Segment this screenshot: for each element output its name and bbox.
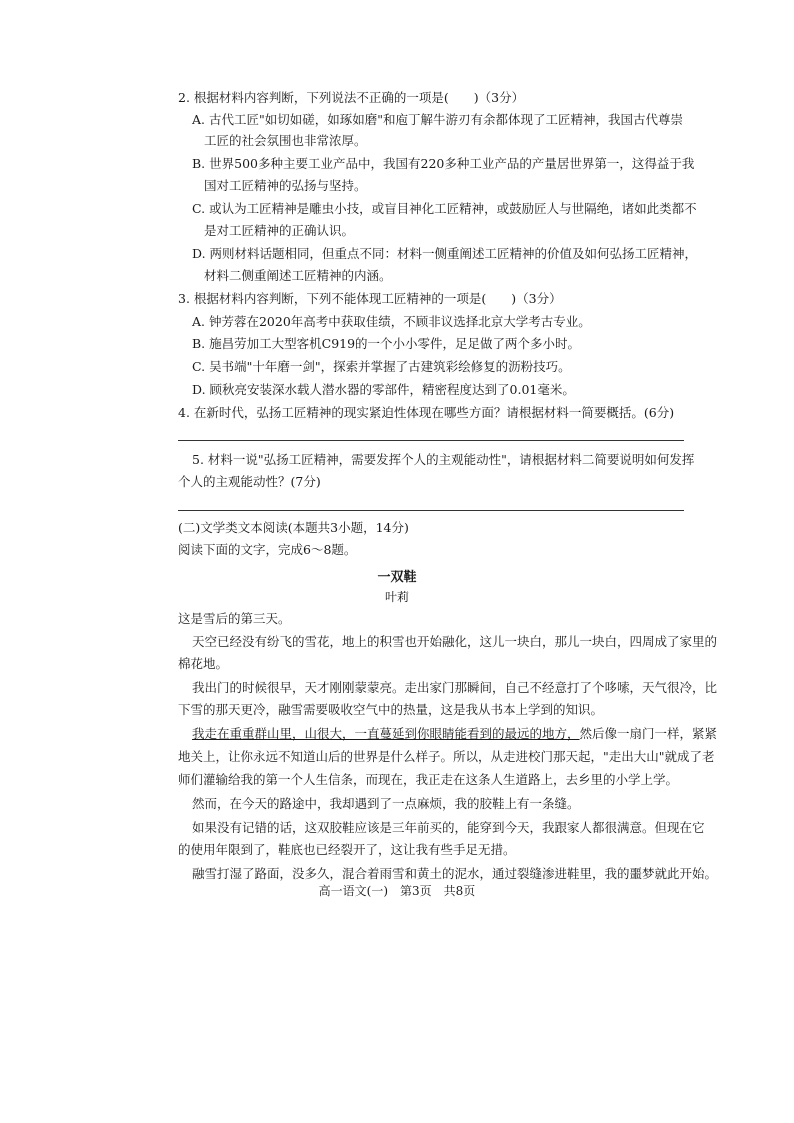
story-title: 一双鞋 <box>377 570 417 585</box>
story-author: 叶莉 <box>384 590 409 604</box>
story-paragraph-6-cont: 的使用年限到了，鞋底也已经裂开了，这让我有些手足无措。 <box>178 842 516 857</box>
story-paragraph-4-rest: 然后像一扇门一样，紧紧 <box>579 726 718 741</box>
q2-option-b-cont: 国对工匠精神的弘扬与坚持。 <box>204 178 367 193</box>
q3-option-a: A. 钟芳蓉在2020年高考中获取佳绩，不顾非议选择北京大学考古专业。 <box>192 314 591 329</box>
q4-answer-line <box>178 440 684 441</box>
q5-answer-line <box>178 510 684 511</box>
q2-option-c-cont: 是对工匠精神的正确认识。 <box>204 223 355 238</box>
story-paragraph-1: 这是雪后的第三天。 <box>178 611 291 626</box>
story-paragraph-3-cont: 下雪的那天更冷，融雪需要吸收空气中的热量，这是我从书本上学到的知识。 <box>178 702 604 717</box>
question-5-stem: 5. 材料一说"弘扬工匠精神，需要发挥个人的主观能动性"，请根据材料二简要说明如何发挥 <box>192 452 695 467</box>
question-2-stem: 2. 根据材料内容判断，下列说法不正确的一项是( )（3分） <box>178 90 525 105</box>
section-heading: (二)文学类文本阅读(本题共3小题，14分) <box>178 520 409 535</box>
q2-option-a: A. 古代工匠"如切如磋，如琢如磨"和庖丁解牛游刃有余都体现了工匠精神，我国古代尊崇 <box>192 112 683 127</box>
story-paragraph-4-cont-2: 师们灌输给我的第一个人生信条，而现在，我正走在这条人生道路上，去乡里的小学上学。 <box>178 772 679 787</box>
story-paragraph-3: 我出门的时候很早，天才刚刚蒙蒙亮。走出家门那瞬间，自己不经意打了个哆嗦，天气很冷，比 <box>192 680 718 695</box>
story-paragraph-7: 融雪打湿了路面，没多久，混合着雨雪和黄土的泥水，通过裂缝渗进鞋里，我的噩梦就此开始。 <box>192 866 718 881</box>
page-footer: 高一语文(一) 第3页 共8页 <box>318 884 476 898</box>
underlined-sentence: 我走在重重群山里，山很大，一直蔓延到你眼睛能看到的最远的地方， <box>192 726 580 741</box>
section-instruction: 阅读下面的文字，完成6～8题。 <box>178 542 357 557</box>
q2-option-c: C. 或认为工匠精神是雕虫小技，或盲目神化工匠精神，或鼓励匠人与世隔绝，诸如此类都不 <box>192 201 697 216</box>
story-paragraph-5: 然而，在今天的路途中，我却遇到了一点麻烦，我的胶鞋上有一条缝。 <box>192 796 580 811</box>
q2-option-d-cont: 材料二侧重阐述工匠精神的内涵。 <box>204 268 392 283</box>
story-paragraph-2: 天空已经没有纷飞的雪花，地上的积雪也开始融化，这儿一块白，那儿一块白，四周成了家里的 <box>192 634 718 649</box>
question-3-stem: 3. 根据材料内容判断，下列不能体现工匠精神的一项是( )（3分） <box>178 291 562 306</box>
q3-option-b: B. 施昌劳加工大型客机C919的一个小小零件，足足做了两个多小时。 <box>192 336 581 351</box>
q2-option-b: B. 世界500多种主要工业产品中，我国有220多种工业产品的产量居世界第一，这得益于我 <box>192 156 695 171</box>
story-paragraph-6: 如果没有记错的话，这双胶鞋应该是三年前买的，能穿到今天，我跟家人都很满意。但现在它 <box>192 820 705 835</box>
q2-option-d: D. 两则材料话题相同，但重点不同：材料一侧重阐述工匠精神的价值及如何弘扬工匠精神， <box>192 246 698 261</box>
question-5-stem-cont: 个人的主观能动性？(7分) <box>178 474 321 489</box>
q3-option-c: C. 吴书端"十年磨一剑"，探索并掌握了古建筑彩绘修复的沥粉技巧。 <box>192 359 571 374</box>
story-paragraph-4 <box>192 726 718 742</box>
q3-option-d: D. 顾秋亮安装深水载人潜水器的零部件，精密程度达到了0.01毫米。 <box>192 382 575 397</box>
q2-option-a-cont: 工匠的社会氛围也非常浓厚。 <box>204 133 367 148</box>
question-4-stem: 4. 在新时代，弘扬工匠精神的现实紧迫性体现在哪些方面？请根据材料一简要概括。(6分) <box>178 405 675 420</box>
story-paragraph-4-cont: 地关上，让你永远不知道山后的世界是什么样子。所以，从走进校门那天起，"走出大山"就成了老 <box>178 749 715 764</box>
story-paragraph-2-cont: 棉花地。 <box>178 656 229 671</box>
